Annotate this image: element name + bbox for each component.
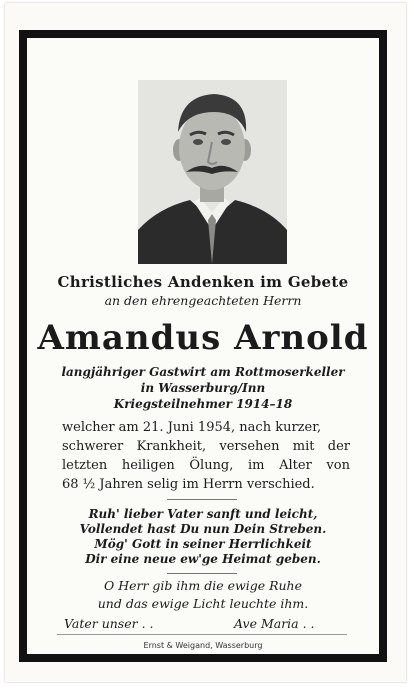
verse-line: Mög' Gott in seiner Herrlichkeit xyxy=(94,537,312,551)
divider xyxy=(167,499,237,500)
location-line: in Wasserburg/Inn xyxy=(140,381,266,395)
deceased-name: Amandus Arnold xyxy=(37,318,369,358)
prayer-line: O Herr gib ihm die ewige Ruhe xyxy=(103,578,303,593)
obituary-line-4: 68 ½ Jahren selig im Herrn verschied. xyxy=(62,477,315,492)
verse-line: Vollendet hast Du nun Dein Streben. xyxy=(79,522,327,536)
intro-subline: an den ehrengeachteten Herrn xyxy=(104,293,302,308)
footer-divider xyxy=(57,634,347,635)
closing-hail-mary: Ave Maria . . xyxy=(234,616,315,631)
obituary-line-3: letzten heiligen Ölung, im Alter von xyxy=(62,458,350,473)
closing-our-father: Vater unser . . xyxy=(64,616,154,631)
intro-heading: Christliches Andenken im Gebete xyxy=(57,273,349,291)
occupation-line: langjähriger Gastwirt am Rottmoserkeller xyxy=(61,365,345,379)
verse-line: Ruh' lieber Vater sanft und leicht, xyxy=(88,507,318,521)
printer-imprint: Ernst & Weigand, Wasserburg xyxy=(143,641,263,650)
prayer-line: und das ewige Licht leuchte ihm. xyxy=(97,596,309,611)
verse-line: Dir eine neue ew'ge Heimat geben. xyxy=(85,552,321,566)
obituary-line-2: schwerer Krankheit, versehen mit der xyxy=(62,439,350,454)
divider xyxy=(167,573,237,574)
black-border-frame xyxy=(19,30,387,662)
obituary-line-1: welcher am 21. Juni 1954, nach kurzer, xyxy=(62,420,322,435)
portrait-photo xyxy=(138,80,287,264)
veteran-line: Kriegsteilnehmer 1914–18 xyxy=(113,397,293,411)
